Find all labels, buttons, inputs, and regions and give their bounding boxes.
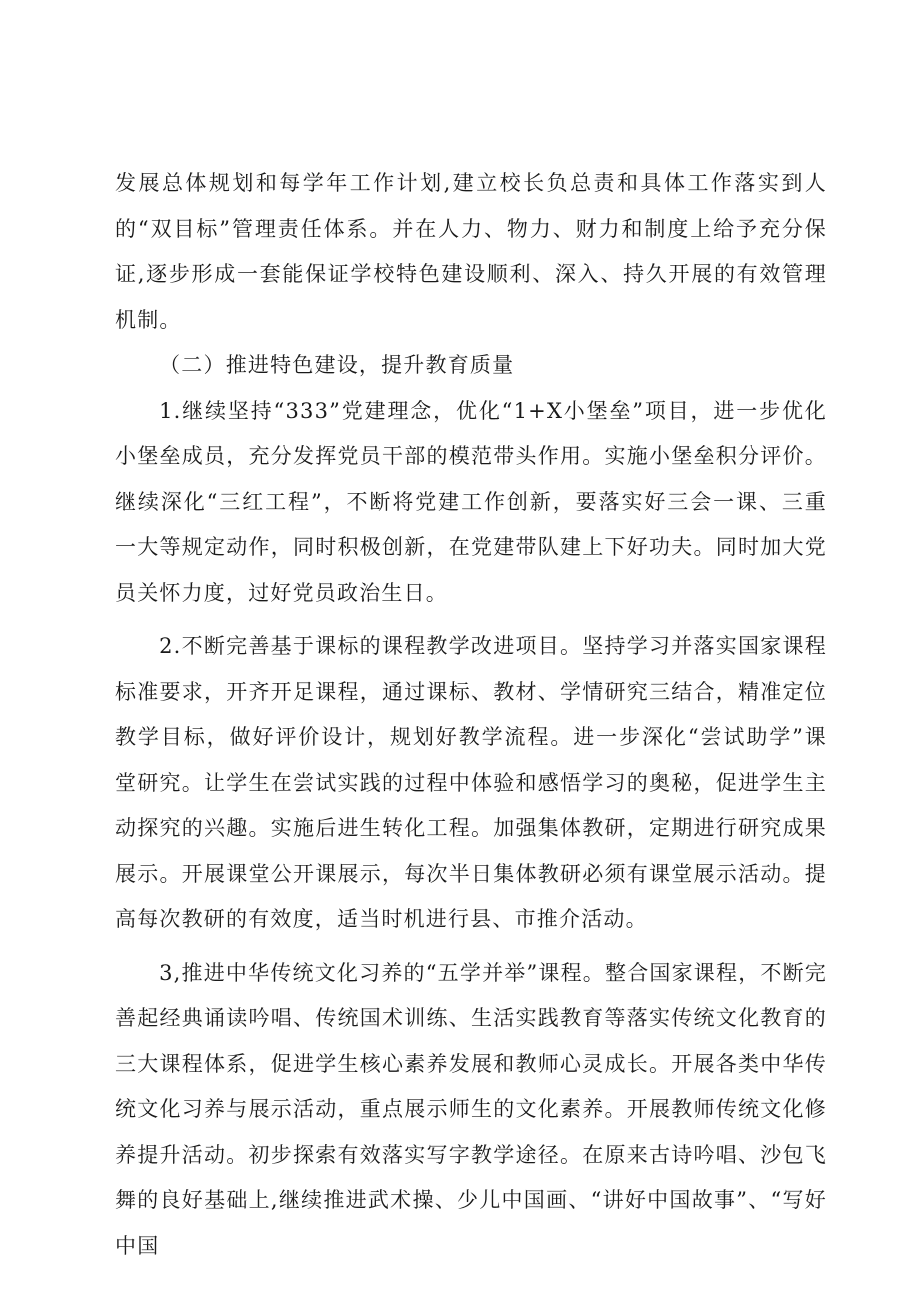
body-paragraph-curriculum: 2.不断完善基于课标的课程教学改进项目。坚持学习并落实国家课程标准要求，开齐开足课程，通过课标、教材、学情研究三结合，精准定位教学目标，做好评价设计，规划好教学流程。进一步深化“尝试助学”课堂研究。让学生在尝试实践的过程中体验和感悟学习的奥秘，促进学生主动探究的兴趣。实施后进生转化工程。加强集体教研，定期进行研究成果展示。开展课堂公开课展示，每次半日集体教研必须有课堂展示活动。提高每次教研的有效度，适当时机进行县、市推介活动。 — [115, 634, 827, 931]
document-body — [115, 161, 827, 1269]
body-paragraph-party-building: 1.继续坚持“333”党建理念，优化“1+X小堡垒”项目，进一步优化小堡垒成员，充分发挥党员干部的模范带头作用。实施小堡垒积分评价。继续深化“三红工程”，不断将党建工作创新，要落实好三会一课、三重一大等规定动作，同时积极创新，在党建带队建上下好功夫。同时加大党员关怀力度，过好党员政治生日。 — [115, 398, 827, 605]
body-paragraph-continued: 发展总体规划和每学年工作计划,建立校长负总责和具体工作落实到人的“双目标”管理责任体系。并在人力、物力、财力和制度上给予充分保证,逐步形成一套能保证学校特色建设顺利、深入、持久开展的有效管理机制。 — [115, 171, 827, 332]
body-paragraph-traditional-culture: 3,推进中华传统文化习养的“五学并举”课程。整合国家课程，不断完善起经典诵读吟唱、传统国术训练、生活实践教育等落实传统文化教育的三大课程体系，促进学生核心素养发展和教师心灵成长。开展各类中华传统文化习养与展示活动，重点展示师生的文化素养。开展教师传统文化修养提升活动。初步探索有效落实写字教学途径。在原来古诗吟唱、沙包飞舞的良好基础上,继续推进武术操、少儿中国画、“讲好中国故事”、“写好中国 — [115, 960, 827, 1258]
section-heading: （二）推进特色建设，提升教育质量 — [159, 353, 515, 377]
